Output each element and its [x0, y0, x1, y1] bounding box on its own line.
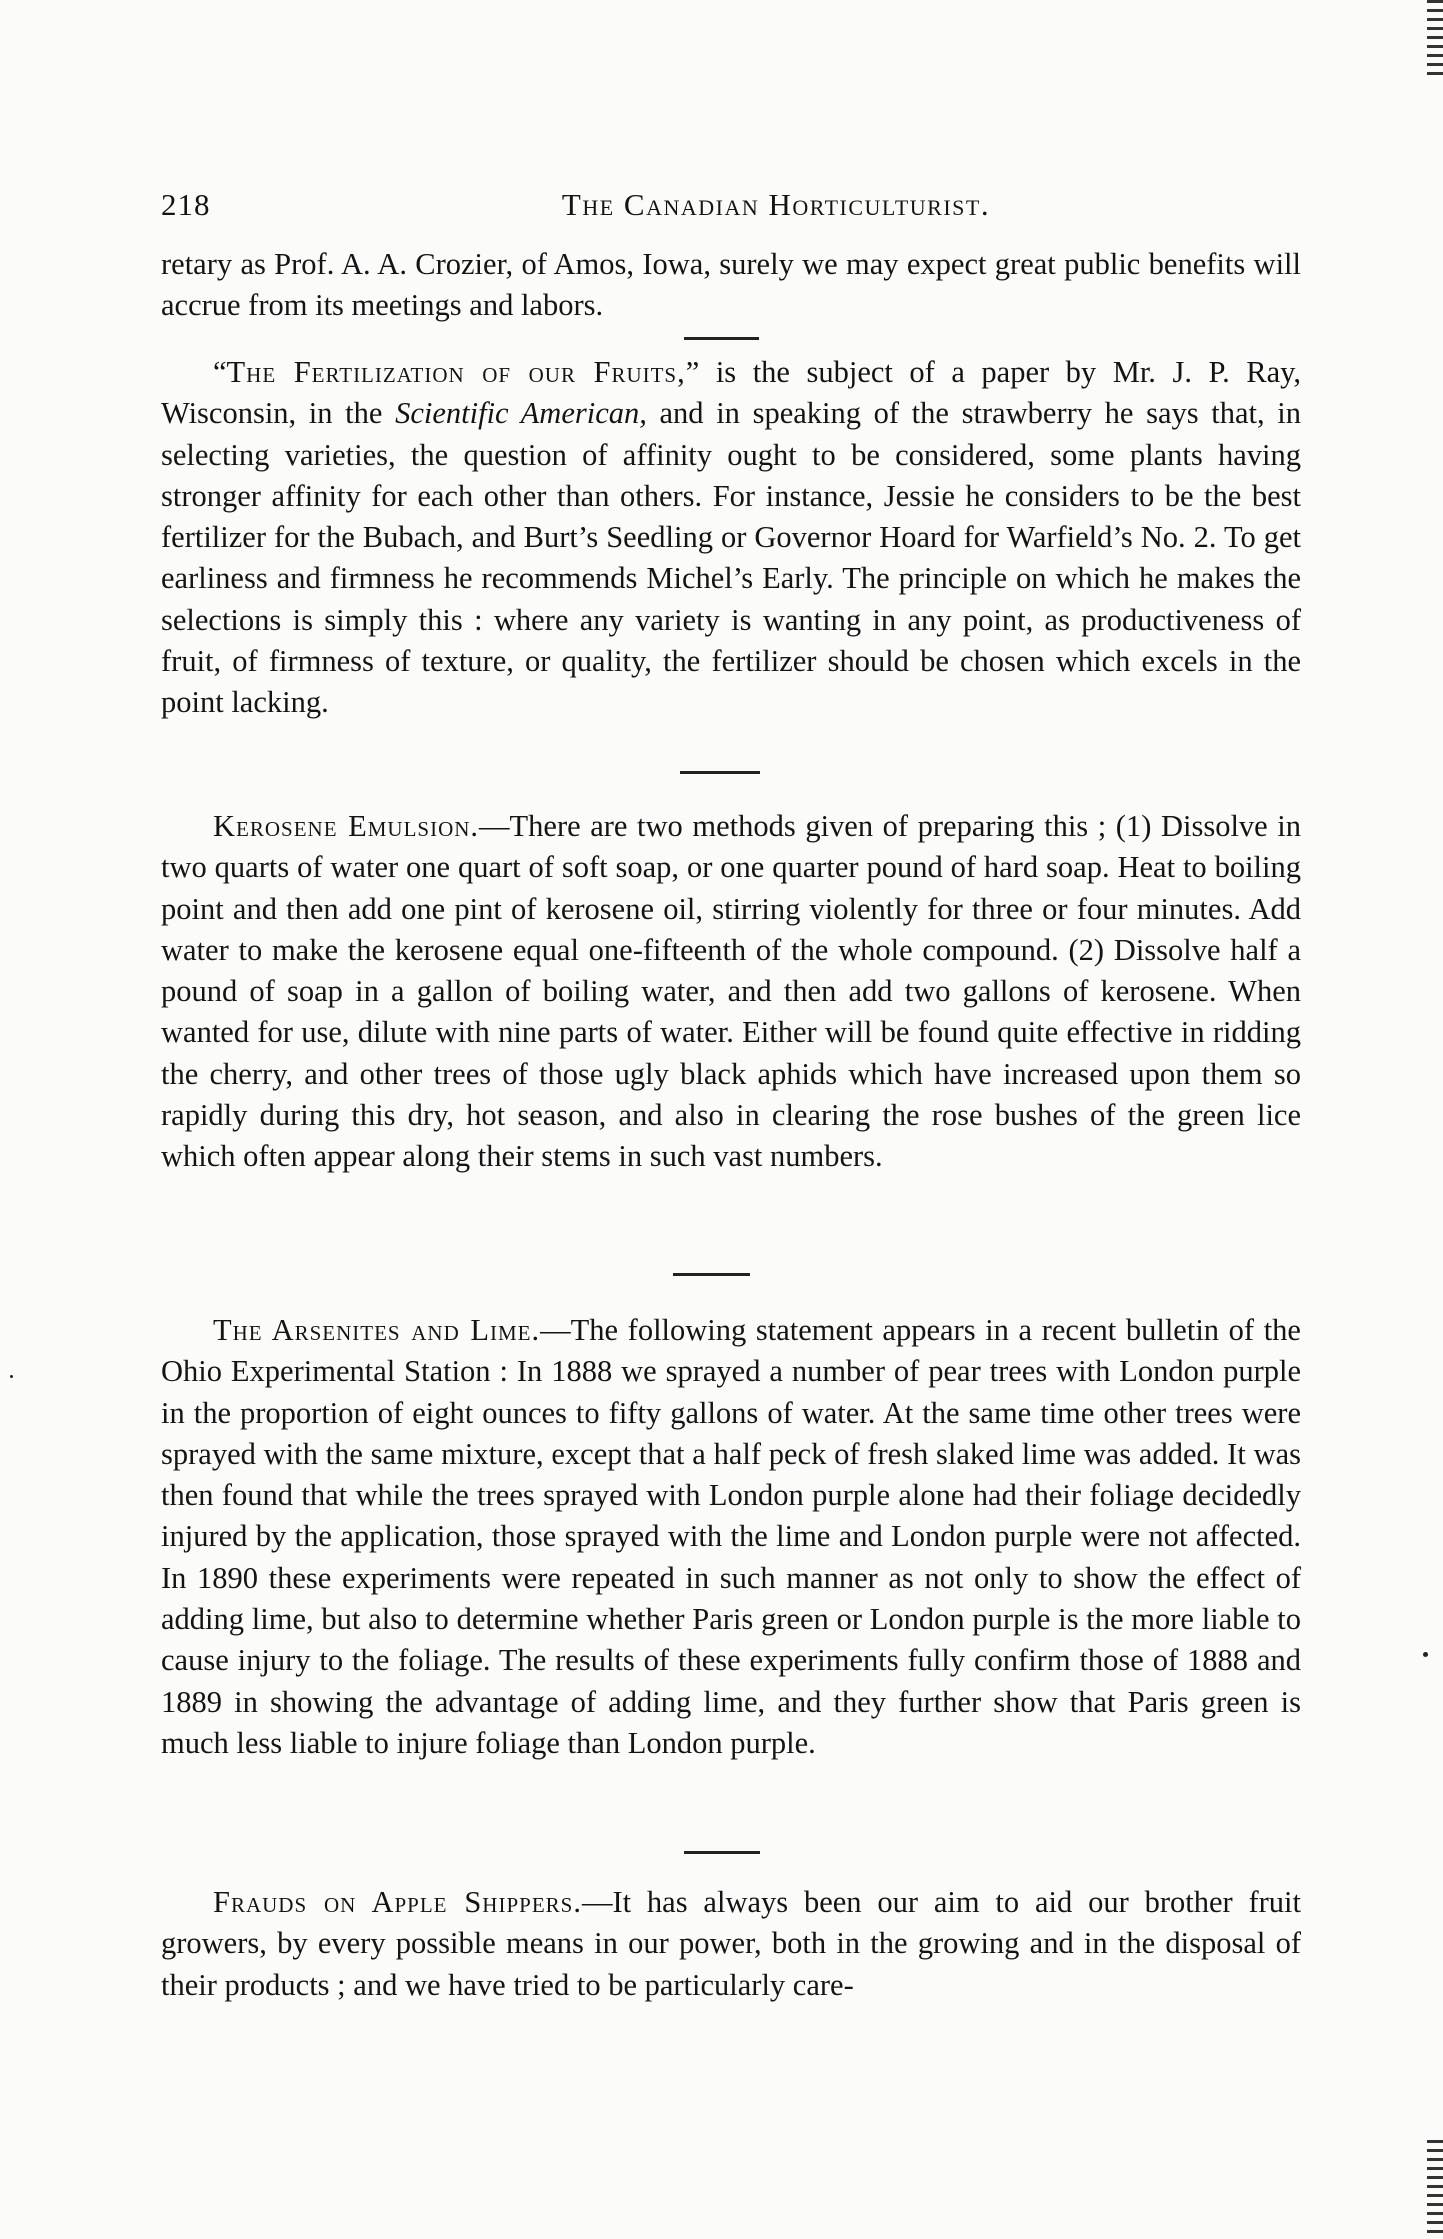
- paragraph-frauds-apple-shippers: [161, 1882, 1301, 2006]
- paragraph-text: retary as Prof. A. A. Crozier, of Amos, Iowa, surely we may expect great public benefits will accrue from its meetings and labors.: [161, 247, 1301, 323]
- open-quote: “: [213, 355, 227, 389]
- paragraph-arsenites-lime: [161, 1310, 1301, 1764]
- scan-edge-mark: [1427, 0, 1443, 80]
- journal-title: The Canadian Horticulturist.: [561, 187, 991, 222]
- paragraph-text: ” is the subject of a paper by Mr. J. P. Ray, Wisconsin, in the: [161, 355, 1302, 431]
- scan-speck: [1423, 1652, 1428, 1657]
- publication-title: Scientific American,: [395, 396, 647, 431]
- paragraph-text: —It has always been our aim to aid our brother fruit growers, by every possible means in our power, both in the growing and in the disposal of their products ; and we have tried to be particularly care-: [161, 1885, 1301, 2002]
- paragraph-text: —The following statement appears in a recent bulletin of the Ohio Experimental Station : In 1888 we sprayed a number of pear trees with London purple in the proportion of eight ounces to fifty gallons of water. At the same time other trees were sprayed with the same mixture, except that a half peck of fresh slaked lime was added. It was then found that while the trees sprayed with London purple alone had their foliage decidedly injured by the application, those sprayed with the lime and London purple were not affected. In 1890 these experiments were repeated in such manner as not only to show the effect of adding lime, but also to determine whether Paris green or London purple is the more liable to cause injury to the foliage. The results of these experiments fully confirm those of 1888 and 1889 in showing the advantage of adding lime, and they further show that Paris green is much less liable to injure foliage than London purple.: [161, 1313, 1301, 1760]
- section-heading: The Fertilization of our Fruits,: [226, 355, 686, 389]
- section-heading: Kerosene Emulsion.: [213, 809, 480, 843]
- section-heading: The Arsenites and Lime.: [213, 1313, 541, 1347]
- section-heading: Frauds on Apple Shippers.: [213, 1885, 582, 1919]
- running-head: [161, 180, 1301, 230]
- paragraph-text: —There are two methods given of preparing this ; (1) Dissolve in two quarts of water one quart of soft soap, or one quarter pound of hard soap. Heat to boiling point and then add one pint of kerosene oil, stirring violently for three or four minutes. Add water to make the kerosene equal one-fifteenth of the whole compound. (2) Dissolve half a pound of soap in a gallon of boiling water, and then add two gallons of kerosene. When wanted for use, dilute with nine parts of water. Either will be found quite effective in ridding the cherry, and other trees of those ugly black aphids which have increased upon them so rapidly during this dry, hot season, and also in clearing the rose bushes of the green lice which often appear along their stems in such vast numbers.: [161, 809, 1302, 1174]
- paragraph-fertilization: [161, 352, 1301, 724]
- section-divider: [680, 771, 760, 774]
- scan-speck: [10, 1375, 13, 1378]
- paragraph-continuation: [161, 244, 1301, 327]
- section-divider: [673, 1273, 750, 1276]
- section-divider: [684, 1851, 760, 1854]
- paragraph-kerosene-emulsion: [161, 806, 1301, 1178]
- paragraph-text: and in speaking of the strawberry he says that, in selecting varieties, the question of affinity ought to be considered, some plants having stronger affinity for each other than others. For instance, Jessie he considers to be the best fertilizer for the Bubach, and Burt’s Seedling or Governor Hoard for Warfield’s No. 2. To get earliness and firmness he recommends Michel’s Early. The principle on which he makes the selections is simply this : where any variety is wanting in any point, as productiveness of fruit, of firmness of texture, or quality, the fertilizer should be chosen which excels in the point lacking.: [161, 396, 1301, 720]
- scan-edge-mark: [1427, 2140, 1443, 2239]
- section-divider: [684, 337, 759, 340]
- page-number: 218: [161, 187, 211, 222]
